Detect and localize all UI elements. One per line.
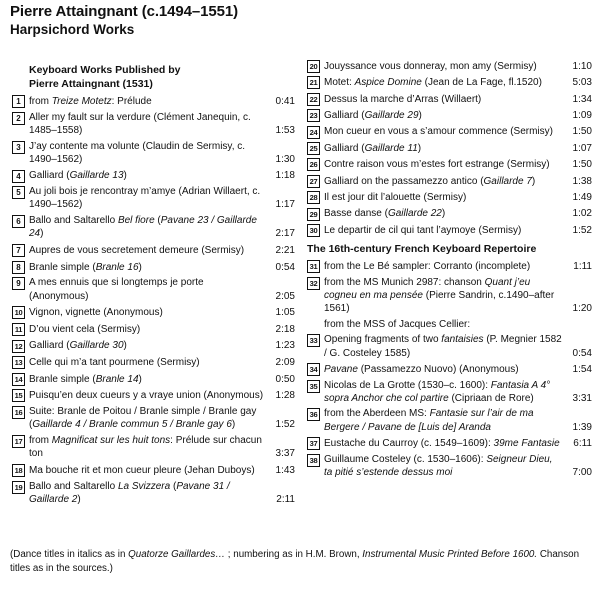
track-number: 11 bbox=[12, 323, 25, 336]
track-number: 29 bbox=[307, 208, 320, 221]
track-title bbox=[29, 464, 265, 477]
track-row bbox=[12, 480, 295, 506]
track-duration: 0:54 bbox=[572, 347, 592, 359]
text-run: from bbox=[29, 434, 52, 446]
text-run: from the Le Bé sampler: Corranto (incomplete) bbox=[324, 261, 531, 273]
italic-run: Gaillarde 22 bbox=[387, 208, 442, 220]
track-title bbox=[29, 405, 265, 431]
text-run: Ballo and Saltarello bbox=[29, 480, 118, 492]
right-column bbox=[307, 59, 592, 481]
track-title bbox=[29, 244, 265, 257]
track-row bbox=[12, 339, 295, 353]
track-title bbox=[324, 379, 562, 405]
track-duration: 1:18 bbox=[275, 170, 295, 182]
track-row bbox=[12, 405, 295, 431]
track-number: 20 bbox=[307, 60, 320, 73]
track-row bbox=[307, 259, 592, 273]
text-run: (P. Megnier 1582 / G. Costeley 1585) bbox=[324, 334, 562, 359]
track-number: 13 bbox=[12, 356, 25, 369]
text-run: from the Aberdeen MS: bbox=[324, 408, 430, 420]
text-run: : Prélude sur chacun ton bbox=[29, 434, 262, 460]
track-row bbox=[307, 125, 592, 139]
track-number: 24 bbox=[307, 126, 320, 139]
text-run: Celle qui m’a tant pourmene (Sermisy) bbox=[29, 356, 200, 368]
track-duration: 1:50 bbox=[572, 159, 592, 171]
track-duration: 1:34 bbox=[572, 93, 592, 105]
italic-run: Quatorze Gaillardes… bbox=[128, 549, 226, 560]
italic-run: Instrumental Music Printed Before 1600. bbox=[362, 549, 538, 560]
text-run: Branle simple ( bbox=[29, 373, 96, 385]
italic-run: Pavane 31 / Gaillarde 2 bbox=[29, 480, 230, 505]
track-duration: 3:37 bbox=[275, 448, 295, 460]
track-duration: 1:20 bbox=[572, 303, 592, 315]
italic-run: Bel fiore bbox=[117, 215, 155, 227]
track-duration: 1:54 bbox=[572, 363, 592, 375]
track-title bbox=[29, 434, 265, 460]
track-number: 19 bbox=[12, 481, 25, 494]
track-duration: 2:11 bbox=[276, 493, 295, 505]
title-block bbox=[10, 2, 410, 39]
track-duration: 1:23 bbox=[275, 340, 295, 352]
italic-run: Gaillarde 13 bbox=[69, 170, 124, 182]
album-title: Pierre Attaingnant (c.1494–1551) bbox=[10, 3, 239, 20]
track-row bbox=[12, 111, 295, 137]
italic-run: Gaillarde 4 / Branle commun 5 / Branle gay 6 bbox=[32, 419, 232, 431]
track-row bbox=[12, 140, 295, 166]
track-duration: 1:11 bbox=[573, 261, 592, 273]
text-run: Puisqu’en deux cueurs y a vraye union (Anonymous) bbox=[29, 390, 264, 402]
track-title bbox=[324, 93, 562, 106]
text-run: Au joli bois je rencontray m’amye (Adrian Willaert, c. 1490–1562) bbox=[29, 186, 261, 211]
track-row bbox=[307, 318, 592, 331]
track-title bbox=[29, 323, 265, 336]
track-duration: 2:17 bbox=[275, 228, 295, 240]
text-run: Basse danse ( bbox=[324, 208, 388, 220]
track-row bbox=[307, 157, 592, 171]
track-duration: 1:05 bbox=[275, 307, 295, 319]
left-heading-line-1: Keyboard Works Published by bbox=[29, 64, 181, 76]
text-run: A mes ennuis que si longtemps je porte (Anonymous) bbox=[29, 277, 204, 302]
track-duration: 0:50 bbox=[275, 373, 295, 385]
italic-run: 39me Fantasie bbox=[493, 437, 560, 449]
track-number: 35 bbox=[307, 380, 320, 393]
track-number: 26 bbox=[307, 158, 320, 171]
italic-run: Seigneur Dieu, ta pitié s’estende dessus moi bbox=[324, 453, 553, 478]
track-title bbox=[29, 389, 265, 402]
italic-run: Magnificat sur les huit tons bbox=[51, 434, 171, 446]
track-row bbox=[307, 453, 592, 479]
track-duration: 1:28 bbox=[275, 390, 295, 402]
footnote bbox=[10, 548, 590, 575]
track-title bbox=[29, 111, 265, 137]
track-duration: 1:30 bbox=[275, 153, 295, 165]
text-run: Contre raison vous m’estes fort estrange (Sermisy) bbox=[324, 159, 550, 171]
track-title bbox=[324, 318, 562, 331]
text-run: Aller my fault sur la verdure (Clément Janequin, c. 1485–1558) bbox=[29, 111, 251, 136]
track-title bbox=[29, 169, 265, 182]
italic-run: fantaisies bbox=[441, 334, 484, 346]
track-duration: 1:43 bbox=[275, 464, 295, 476]
italic-run: Pavane 23 / Gaillarde 24 bbox=[29, 215, 257, 240]
track-row bbox=[12, 355, 295, 369]
track-row bbox=[12, 243, 295, 257]
italic-run: Gaillarde 7 bbox=[483, 175, 532, 187]
track-title bbox=[324, 158, 562, 171]
text-run: ; numbering as in H.M. Brown, bbox=[225, 549, 363, 560]
track-row bbox=[12, 434, 295, 460]
track-number: 8 bbox=[12, 261, 25, 274]
text-run: ) bbox=[123, 340, 127, 352]
right-track-list-a bbox=[307, 59, 592, 237]
track-duration: 0:54 bbox=[275, 261, 295, 273]
text-run: Vignon, vignette (Anonymous) bbox=[29, 307, 163, 319]
track-row bbox=[12, 185, 295, 211]
track-duration: 7:00 bbox=[572, 466, 592, 478]
left-heading-line-2: Pierre Attaingnant (1531) bbox=[29, 77, 153, 90]
track-duration: 1:09 bbox=[572, 109, 592, 121]
text-run: (Cipriaan de Rore) bbox=[448, 392, 534, 404]
track-number: 36 bbox=[307, 408, 320, 421]
track-title bbox=[324, 175, 562, 188]
left-column bbox=[12, 60, 295, 509]
text-run: : Prélude bbox=[111, 95, 152, 107]
text-run: from the MSS of Jacques Cellier: bbox=[324, 318, 471, 330]
track-duration: 2:09 bbox=[275, 356, 295, 368]
track-duration: 1:07 bbox=[572, 142, 592, 154]
track-title bbox=[29, 185, 265, 211]
track-number: 5 bbox=[12, 186, 25, 199]
track-duration: 3:31 bbox=[572, 392, 592, 404]
track-title bbox=[29, 306, 265, 319]
track-row bbox=[307, 92, 592, 106]
track-row bbox=[307, 407, 592, 433]
track-number: 17 bbox=[12, 435, 25, 448]
text-run: ) bbox=[441, 208, 446, 220]
right-section-heading: The 16th-century French Keyboard Repertoire bbox=[307, 242, 537, 255]
track-duration: 1:10 bbox=[572, 60, 592, 72]
track-row bbox=[307, 59, 592, 73]
text-run: (Jean de La Fage, fl.1520) bbox=[421, 77, 542, 89]
text-run: Galliard ( bbox=[29, 170, 70, 182]
italic-run: Branle 14 bbox=[95, 373, 139, 385]
text-run: Galliard ( bbox=[29, 340, 70, 352]
text-run: Dessus la marche d’Arras (Willaert) bbox=[324, 93, 482, 105]
text-run: ) bbox=[531, 175, 536, 187]
text-run: ) bbox=[417, 142, 422, 154]
track-title bbox=[324, 363, 562, 376]
track-number: 4 bbox=[12, 170, 25, 183]
text-run: ( bbox=[170, 480, 177, 492]
text-run: Galliard ( bbox=[324, 109, 365, 121]
track-title bbox=[324, 437, 562, 450]
track-number: 32 bbox=[307, 277, 320, 290]
track-row bbox=[12, 169, 295, 183]
text-run: J’ay contente ma volunte (Claudin de Sermisy, c. 1490–1562) bbox=[29, 140, 246, 165]
track-title bbox=[29, 140, 265, 166]
track-number: 21 bbox=[307, 76, 320, 89]
track-number: 25 bbox=[307, 142, 320, 155]
track-row bbox=[12, 94, 295, 108]
track-duration: 2:21 bbox=[275, 244, 295, 256]
text-run: ) bbox=[418, 109, 422, 121]
track-title bbox=[324, 125, 562, 138]
track-number: 6 bbox=[12, 215, 25, 228]
italic-run: Gaillarde 30 bbox=[69, 340, 124, 352]
text-run: Aupres de vous secretement demeure (Sermisy) bbox=[29, 244, 245, 256]
track-duration: 0:41 bbox=[275, 95, 295, 107]
text-run: Ballo and Saltarello bbox=[29, 215, 118, 227]
italic-run: Treize Motetz bbox=[51, 95, 112, 107]
track-number: 33 bbox=[307, 334, 320, 347]
track-number: 18 bbox=[12, 464, 25, 477]
text-run: Chanson titles as in the sources.) bbox=[10, 549, 580, 574]
track-number: 37 bbox=[307, 437, 320, 450]
text-run: Jouyssance vous donneray, mon amy (Sermisy) bbox=[324, 60, 537, 72]
track-title bbox=[324, 333, 562, 359]
text-run: Mon cueur en vous a s’amour commence (Sermisy) bbox=[324, 126, 553, 138]
track-title bbox=[324, 260, 562, 273]
track-title bbox=[324, 60, 562, 73]
track-row bbox=[307, 174, 592, 188]
track-title bbox=[324, 276, 562, 316]
track-row bbox=[307, 223, 592, 237]
track-row bbox=[12, 322, 295, 336]
track-row bbox=[307, 141, 592, 155]
text-run: ) bbox=[123, 170, 127, 182]
track-duration: 1:53 bbox=[275, 124, 295, 136]
track-title bbox=[29, 339, 265, 352]
track-number: 16 bbox=[12, 406, 25, 419]
track-row bbox=[12, 305, 295, 319]
track-duration: 1:38 bbox=[572, 175, 592, 187]
text-run: Eustache du Caurroy (c. 1549–1609): bbox=[324, 437, 494, 449]
track-row bbox=[307, 362, 592, 376]
text-run: ) bbox=[77, 493, 81, 505]
text-run: Ma bouche rit et mon cueur pleure (Jehan Duboys) bbox=[29, 464, 255, 476]
track-row bbox=[307, 108, 592, 122]
track-row bbox=[307, 190, 592, 204]
track-row bbox=[307, 75, 592, 89]
italic-run: Fantasia A 4° sopra Anchor che col partire bbox=[324, 379, 551, 404]
text-run: ( bbox=[154, 215, 161, 227]
track-number: 10 bbox=[12, 306, 25, 319]
track-duration: 1:52 bbox=[275, 419, 295, 431]
track-title bbox=[29, 214, 265, 240]
track-row bbox=[12, 276, 295, 302]
track-row bbox=[12, 388, 295, 402]
text-run: Guillaume Costeley (c. 1530–1606): bbox=[324, 453, 487, 465]
text-run: Suite: Branle de Poitou / Branle simple / Branle gay ( bbox=[29, 405, 257, 431]
text-run: (Pierre Sandrin, c.1490–after 1561) bbox=[324, 290, 555, 315]
text-run: Galliard ( bbox=[324, 142, 365, 154]
track-title bbox=[324, 224, 562, 237]
track-title bbox=[324, 207, 562, 220]
text-run: ) bbox=[231, 419, 236, 431]
track-row bbox=[12, 372, 295, 386]
right-track-list-b bbox=[307, 259, 592, 479]
track-number: 22 bbox=[307, 93, 320, 106]
track-duration: 2:05 bbox=[275, 290, 295, 302]
italic-run: Branle 16 bbox=[95, 261, 139, 273]
album-subtitle: Harpsichord Works bbox=[10, 22, 135, 37]
track-number: 28 bbox=[307, 191, 320, 204]
track-row bbox=[12, 260, 295, 274]
text-run: ) bbox=[138, 261, 142, 273]
track-title bbox=[324, 407, 562, 433]
track-number: 38 bbox=[307, 454, 320, 467]
text-run: Motet: bbox=[324, 77, 355, 89]
track-duration: 1:50 bbox=[572, 126, 592, 138]
track-duration: 6:11 bbox=[573, 437, 592, 449]
track-number: 14 bbox=[12, 373, 25, 386]
text-run: Il est jour dit l’alouette (Sermisy) bbox=[324, 191, 467, 203]
track-duration: 1:02 bbox=[572, 208, 592, 220]
track-row bbox=[307, 436, 592, 450]
text-run: Opening fragments of two bbox=[324, 334, 442, 346]
track-title bbox=[29, 95, 265, 108]
text-run: (Dance titles in italics as in bbox=[10, 549, 129, 560]
track-row bbox=[307, 276, 592, 316]
italic-run: Gaillarde 11 bbox=[364, 142, 418, 154]
track-number: 9 bbox=[12, 277, 25, 290]
text-run: Galliard on the passamezzo antico ( bbox=[324, 175, 484, 187]
text-run: from the MS Munich 2987: chanson bbox=[324, 276, 485, 288]
track-number: 27 bbox=[307, 175, 320, 188]
track-row bbox=[12, 463, 295, 477]
track-title bbox=[29, 373, 265, 386]
track-number: 30 bbox=[307, 224, 320, 237]
track-title bbox=[324, 453, 562, 479]
track-number: 12 bbox=[12, 340, 25, 353]
track-duration: 5:03 bbox=[572, 77, 592, 89]
track-row bbox=[307, 379, 592, 405]
track-number: 7 bbox=[12, 244, 25, 257]
track-duration: 1:39 bbox=[572, 421, 592, 433]
track-title bbox=[29, 276, 265, 302]
italic-run: Fantasie sur l’air de ma Bergere / Pavane de [Luis de] Aranda bbox=[324, 408, 534, 433]
track-number: 2 bbox=[12, 112, 25, 125]
track-title bbox=[29, 356, 265, 369]
track-number: 31 bbox=[307, 260, 320, 273]
track-title bbox=[324, 142, 562, 155]
track-row bbox=[307, 207, 592, 221]
track-row bbox=[12, 214, 295, 240]
italic-run: Aspice Domine bbox=[354, 77, 422, 89]
text-run: (Passamezzo Nuovo) (Anonymous) bbox=[357, 363, 519, 375]
text-run: ) bbox=[138, 373, 142, 385]
text-run: Le departir de cil qui tant l’aymoye (Sermisy) bbox=[324, 224, 522, 236]
text-run: D’ou vient cela (Sermisy) bbox=[29, 323, 141, 335]
track-title bbox=[324, 191, 562, 204]
track-number: 34 bbox=[307, 363, 320, 376]
track-number: 23 bbox=[307, 109, 320, 122]
text-run: ) bbox=[40, 228, 44, 240]
italic-run: La Svizzera bbox=[117, 480, 171, 492]
track-title bbox=[324, 109, 562, 122]
text-run: from bbox=[29, 95, 52, 107]
left-track-list bbox=[12, 94, 295, 506]
track-row bbox=[307, 333, 592, 359]
italic-run: Gaillarde 29 bbox=[364, 109, 419, 121]
text-run: Branle simple ( bbox=[29, 261, 96, 273]
track-duration: 1:52 bbox=[572, 224, 592, 236]
italic-run: Quant j’eu cogneu en ma pensée bbox=[324, 276, 531, 301]
track-number: 1 bbox=[12, 95, 25, 108]
left-section-heading bbox=[12, 64, 295, 91]
track-title bbox=[324, 76, 562, 89]
track-duration: 1:17 bbox=[275, 199, 295, 211]
track-number: 15 bbox=[12, 389, 25, 402]
track-title bbox=[29, 261, 265, 274]
track-title bbox=[29, 480, 265, 506]
italic-run: Pavane bbox=[324, 363, 358, 375]
track-duration: 2:18 bbox=[275, 323, 295, 335]
track-number: 3 bbox=[12, 141, 25, 154]
track-duration: 1:49 bbox=[572, 191, 592, 203]
text-run: Nicolas de La Grotte (1530–c. 1600): bbox=[324, 379, 491, 391]
